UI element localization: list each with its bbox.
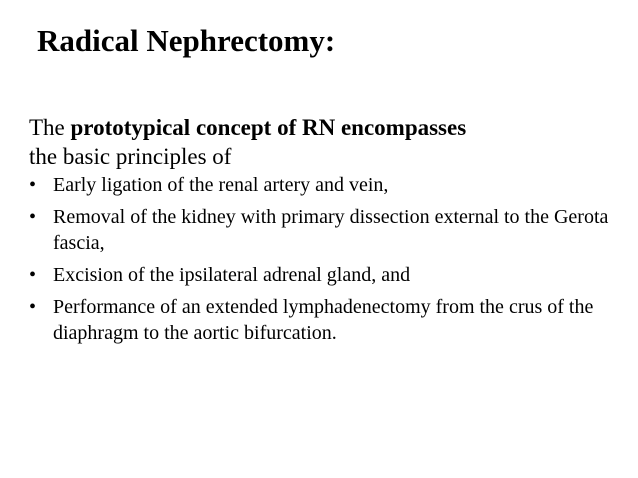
bullet-marker: • [29, 264, 37, 286]
bullet-item [29, 262, 619, 288]
bullet-item [29, 172, 619, 198]
bullet-marker: • [29, 174, 37, 196]
bullet-text: Early ligation of the renal artery and vein, [53, 174, 389, 196]
slide-body [29, 113, 619, 352]
slide-title: Radical Nephrectomy: [37, 23, 336, 58]
bullet-item [29, 204, 619, 256]
bullet-marker: • [29, 296, 37, 318]
bullet-marker: • [29, 206, 37, 228]
intro-paragraph [29, 113, 619, 171]
bullet-item [29, 294, 619, 346]
bullet-text: Excision of the ipsilateral adrenal gland, and [53, 264, 411, 286]
intro-lead: The [29, 115, 71, 140]
bullet-text: Removal of the kidney with primary dissection external to the Gerota fascia, [53, 206, 609, 254]
bullet-list [29, 172, 619, 346]
bullet-text: Performance of an extended lymphadenectomy from the crus of the diaphragm to the aortic bifurcation. [53, 296, 594, 344]
intro-bold: prototypical concept of RN encompasses [70, 115, 467, 140]
intro-tail: the basic principles of [29, 144, 232, 169]
